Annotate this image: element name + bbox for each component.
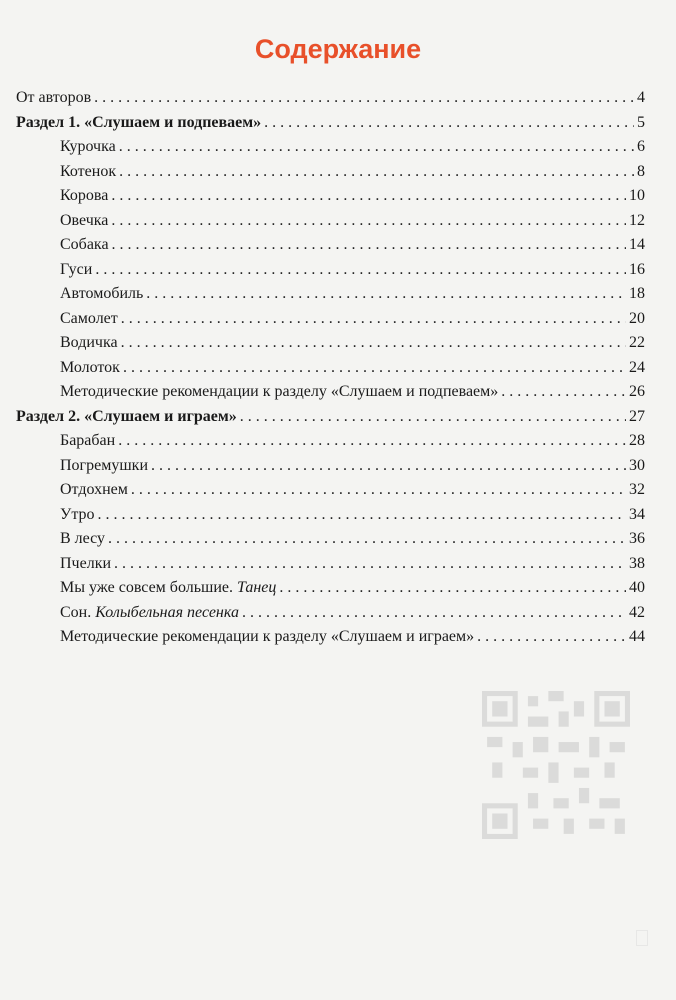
toc-entry-title-text: Утро: [60, 505, 95, 523]
toc-page-number: 34: [629, 505, 645, 523]
toc-page-number: 38: [629, 554, 645, 572]
toc-dot-leader: [279, 576, 626, 601]
toc-entry-title: [60, 503, 95, 528]
toc-dot-leader: [121, 331, 626, 356]
toc-dot-leader: [121, 307, 626, 332]
toc-dot-leader: [240, 405, 626, 430]
toc-entry-title-text: Раздел 1. «Слушаем и подпеваем»: [16, 113, 262, 131]
toc-entry-title: [16, 111, 261, 136]
toc-dot-leader: [123, 356, 626, 381]
toc-dot-leader: [112, 233, 626, 258]
toc-entry-title: [60, 135, 116, 160]
toc-entry-title-text: Молоток: [60, 358, 120, 376]
toc-entry-title: [60, 258, 92, 283]
toc-entry-title-text: Гуси: [60, 260, 93, 278]
toc-entry-title: [60, 356, 120, 381]
toc-entry[interactable]: [16, 331, 645, 356]
table-of-contents: [16, 86, 645, 650]
toc-entry-title: [60, 331, 118, 356]
toc-section[interactable]: [16, 405, 645, 430]
page-corner-mark: [636, 930, 648, 946]
toc-entry-title-text: Корова: [60, 187, 109, 204]
toc-entry-title: [60, 576, 276, 601]
toc-entry-title: [60, 601, 239, 626]
toc-entry-title: [60, 552, 111, 577]
toc-entry[interactable]: [16, 184, 645, 209]
toc-dot-leader: [264, 111, 634, 136]
toc-entry-title-text: Барабан: [60, 432, 116, 449]
toc-entry[interactable]: [16, 625, 645, 650]
toc-entry[interactable]: [16, 282, 645, 307]
toc-entry-title-text: Методические рекомендации к разделу «Слушаем и подпеваем»: [60, 383, 499, 400]
toc-entry-title-text: Сон.: [60, 603, 96, 621]
toc-entry[interactable]: [16, 429, 645, 454]
toc-entry-title-text: Овечка: [60, 211, 109, 229]
toc-entry-title: [60, 380, 498, 405]
toc-entry[interactable]: [16, 576, 645, 601]
toc-page-number: 6: [637, 138, 645, 155]
toc-entry-title: [16, 405, 237, 430]
toc-entry-title: [60, 209, 108, 234]
toc-page-number: 40: [629, 579, 645, 596]
toc-dot-leader: [95, 258, 626, 283]
toc-page-number: 10: [629, 187, 645, 204]
toc-page-number: 14: [629, 236, 645, 253]
toc-entry[interactable]: [16, 209, 645, 234]
toc-entry-title-text: Водичка: [60, 334, 118, 351]
toc-entry[interactable]: [16, 86, 645, 111]
toc-page-number: 16: [629, 260, 645, 278]
toc-page-number: 30: [629, 456, 645, 474]
toc-entry-title: [60, 233, 109, 258]
qr-code-icon: [482, 690, 630, 840]
toc-page-number: 26: [629, 383, 645, 400]
toc-entry-title-text: Котенок: [60, 162, 117, 180]
toc-entry[interactable]: [16, 380, 645, 405]
toc-entry-title-text: Погремушки: [60, 456, 148, 474]
toc-entry-title: [60, 307, 118, 332]
toc-section[interactable]: [16, 111, 645, 136]
toc-dot-leader: [94, 86, 634, 111]
toc-entry-title-text: Методические рекомендации к разделу «Слушаем и играем»: [60, 628, 475, 645]
toc-page-number: 8: [637, 162, 645, 180]
toc-page-number: 20: [629, 309, 645, 327]
toc-entry-title: [60, 160, 116, 185]
toc-entry-title: [16, 86, 91, 111]
toc-entry[interactable]: [16, 307, 645, 332]
toc-dot-leader: [501, 380, 626, 405]
toc-dot-leader: [119, 160, 634, 185]
toc-dot-leader: [151, 454, 626, 479]
toc-entry[interactable]: [16, 527, 645, 552]
toc-entry-title-text: В лесу: [60, 530, 106, 547]
toc-dot-leader: [131, 478, 626, 503]
toc-dot-leader: [114, 552, 626, 577]
toc-entry-title-text: Собака: [60, 236, 109, 253]
toc-dot-leader: [118, 429, 626, 454]
toc-entry-title: [60, 478, 128, 503]
toc-entry-title-italic: Танец: [237, 579, 277, 596]
toc-dot-leader: [111, 184, 626, 209]
toc-entry[interactable]: [16, 160, 645, 185]
toc-page-number: 24: [629, 358, 645, 376]
toc-entry-title: [60, 429, 115, 454]
toc-entry-title-text: Отдохнем: [60, 481, 128, 498]
toc-entry[interactable]: [16, 258, 645, 283]
toc-entry-title-text: Раздел 2. «Слушаем и играем»: [16, 407, 237, 425]
toc-entry-title-text: Автомобиль: [60, 285, 144, 302]
toc-dot-leader: [477, 625, 626, 650]
toc-entry-title: [60, 184, 108, 209]
toc-entry[interactable]: [16, 356, 645, 381]
toc-entry[interactable]: [16, 233, 645, 258]
toc-entry-title-text: Мы уже совсем большие.: [60, 579, 237, 596]
toc-page-number: 36: [629, 530, 645, 547]
toc-entry[interactable]: [16, 478, 645, 503]
toc-page-number: 28: [629, 432, 645, 449]
toc-entry[interactable]: [16, 552, 645, 577]
toc-entry-title-text: Пчелки: [60, 554, 112, 572]
toc-entry-title: [60, 625, 474, 650]
toc-entry-title: [60, 527, 105, 552]
toc-page-number: 12: [629, 211, 645, 229]
toc-page-number: 18: [629, 285, 645, 302]
toc-dot-leader: [98, 503, 626, 528]
toc-page-number: 4: [637, 89, 645, 106]
toc-dot-leader: [108, 527, 626, 552]
page-title: Содержание: [254, 34, 422, 64]
toc-dot-leader: [111, 209, 626, 234]
toc-entry[interactable]: [16, 503, 645, 528]
toc-entry[interactable]: [16, 135, 645, 160]
toc-dot-leader: [146, 282, 626, 307]
toc-page-number: 42: [629, 603, 645, 621]
toc-entry-title-text: От авторов: [16, 89, 92, 106]
toc-entry-title-italic: Колыбельная песенка: [95, 603, 239, 621]
toc-page-number: 5: [637, 113, 645, 131]
toc-entry-title: [60, 282, 143, 307]
toc-entry[interactable]: [16, 601, 645, 626]
toc-page-number: 32: [629, 481, 645, 498]
toc-page-number: 44: [629, 628, 645, 645]
toc-entry-title-text: Курочка: [60, 138, 116, 155]
toc-dot-leader: [242, 601, 626, 626]
toc-entry-title-text: Самолет: [60, 309, 118, 327]
toc-entry-title: [60, 454, 148, 479]
toc-page-number: 22: [629, 334, 645, 351]
toc-dot-leader: [119, 135, 634, 160]
toc-entry[interactable]: [16, 454, 645, 479]
toc-page-number: 27: [629, 407, 645, 425]
